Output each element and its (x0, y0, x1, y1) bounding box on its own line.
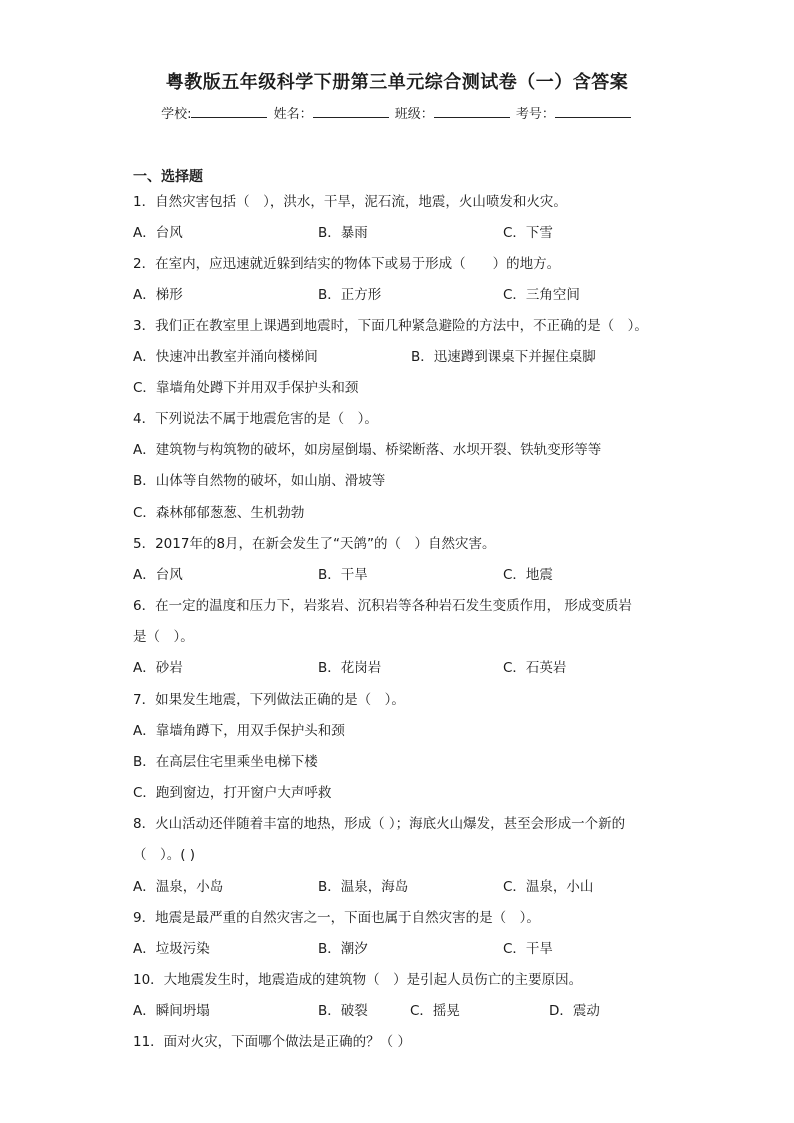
question-2-stem: 2．在室内，应迅速就近躲到结实的物体下或易于形成（ ）的地方。 (133, 256, 561, 272)
q5-option-a[interactable]: A．台风 (133, 567, 183, 583)
q9-option-c[interactable]: C．干旱 (503, 941, 553, 957)
class-label: 班级： (394, 107, 434, 122)
q2-option-b[interactable]: B．正方形 (318, 287, 382, 303)
exam-number-blank[interactable] (555, 105, 631, 118)
question-4-stem: 4．下列说法不属于地震危害的是（ ）。 (133, 411, 378, 427)
q10-option-d[interactable]: D．震动 (549, 1003, 600, 1019)
name-label: 姓名： (273, 107, 313, 122)
question-3-stem: 3．我们正在教室里上课遇到地震时，下面几种紧急避险的方法中，不正确的是（ ）。 (133, 318, 648, 334)
name-blank[interactable] (313, 105, 389, 118)
school-blank[interactable] (191, 105, 267, 118)
q6-option-a[interactable]: A．砂岩 (133, 660, 183, 676)
q6-option-c[interactable]: C．石英岩 (503, 660, 567, 676)
q4-option-b[interactable]: B．山体等自然物的破坏，如山崩、滑坡等 (133, 473, 386, 489)
question-9-stem: 9．地震是最严重的自然灾害之一，下面也属于自然灾害的是（ ）。 (133, 910, 540, 926)
question-5-stem: 5．2017年的8月，在新会发生了“天鸽”的（ ）自然灾害。 (133, 536, 496, 552)
q2-option-c[interactable]: C．三角空间 (503, 287, 580, 303)
question-7-stem: 7．如果发生地震，下列做法正确的是（ ）。 (133, 692, 405, 708)
question-11-stem: 11．面对火灾，下面哪个做法是正确的？（ ） (133, 1034, 411, 1050)
q7-option-c[interactable]: C．跑到窗边，打开窗户大声呼救 (133, 785, 332, 801)
q8-option-a[interactable]: A．温泉，小岛 (133, 879, 224, 895)
question-6-stem-cont: 是（ ）。 (133, 629, 194, 645)
q3-option-a[interactable]: A．快速冲出教室并涌向楼梯间 (133, 349, 318, 365)
q5-option-c[interactable]: C．地震 (503, 567, 553, 583)
q8-option-b[interactable]: B．温泉，海岛 (318, 879, 409, 895)
q1-option-a[interactable]: A．台风 (133, 225, 183, 241)
q4-option-c[interactable]: C．森林郁郁葱葱、生机勃勃 (133, 505, 305, 521)
class-blank[interactable] (434, 105, 510, 118)
question-1-stem: 1．自然灾害包括（ ），洪水，干旱，泥石流，地震，火山喷发和火灾。 (133, 194, 567, 210)
student-info-line (0, 103, 794, 122)
q7-option-a[interactable]: A．靠墙角蹲下，用双手保护头和颈 (133, 723, 345, 739)
q2-option-a[interactable]: A．梯形 (133, 287, 183, 303)
question-8-stem: 8．火山活动还伴随着丰富的地热，形成（ ）；海底火山爆发，甚至会形成一个新的 (133, 816, 626, 832)
q10-option-c[interactable]: C．摇晃 (410, 1003, 460, 1019)
q6-option-b[interactable]: B．花岗岩 (318, 660, 382, 676)
q5-option-b[interactable]: B．干旱 (318, 567, 368, 583)
q7-option-b[interactable]: B．在高层住宅里乘坐电梯下楼 (133, 754, 318, 770)
q1-option-c[interactable]: C．下雪 (503, 225, 553, 241)
question-8-stem-cont: （ ）。( ) (133, 847, 196, 863)
q10-option-a[interactable]: A．瞬间坍塌 (133, 1003, 210, 1019)
section-heading: 一、选择题 (133, 169, 203, 185)
q4-option-a[interactable]: A．建筑物与构筑物的破坏，如房屋倒塌、桥梁断落、水坝开裂、铁轨变形等等 (133, 442, 602, 458)
page-title: 粤教版五年级科学下册第三单元综合测试卷（一）含答案 (165, 72, 629, 93)
school-label: 学校: (161, 107, 192, 122)
q10-option-b[interactable]: B．破裂 (318, 1003, 368, 1019)
q9-option-a[interactable]: A．垃圾污染 (133, 941, 210, 957)
question-6-stem: 6．在一定的温度和压力下，岩浆岩、沉积岩等各种岩石发生变质作用， 形成变质岩 (133, 598, 632, 614)
q8-option-c[interactable]: C．温泉，小山 (503, 879, 594, 895)
q3-option-c[interactable]: C．靠墙角处蹲下并用双手保护头和颈 (133, 380, 359, 396)
q9-option-b[interactable]: B．潮汐 (318, 941, 368, 957)
q3-option-b[interactable]: B．迅速蹲到课桌下并握住桌脚 (411, 349, 596, 365)
question-10-stem: 10．大地震发生时，地震造成的建筑物（ ）是引起人员伤亡的主要原因。 (133, 972, 583, 988)
q1-option-b[interactable]: B．暴雨 (318, 225, 368, 241)
exam-number-label: 考号： (515, 107, 555, 122)
